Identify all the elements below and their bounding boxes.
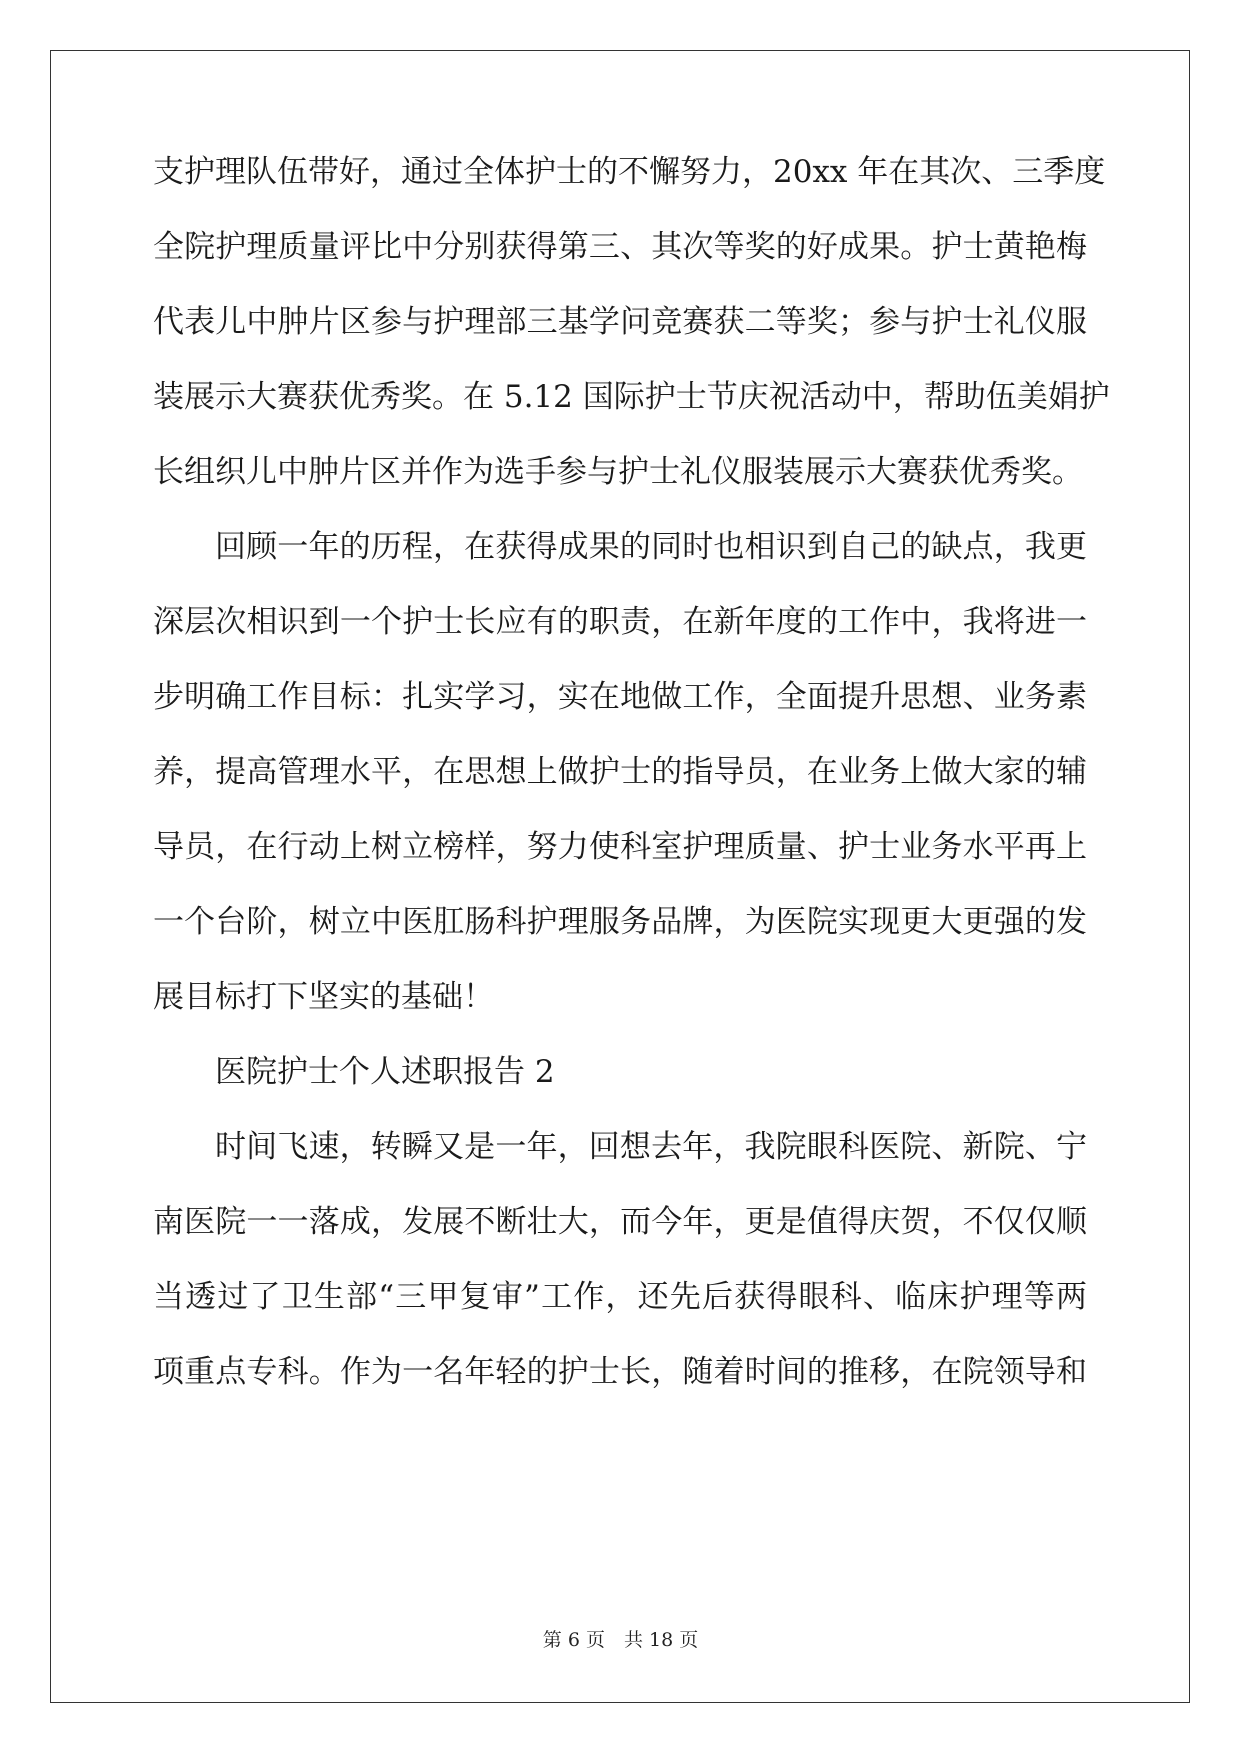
body-text-line: 支护理队伍带好，通过全体护士的不懈努力，20xx 年在其次、三季度 <box>153 154 1106 190</box>
section-heading: 医院护士个人述职报告 2 <box>215 1054 555 1090</box>
body-text-line: 长组织儿中肿片区并作为选手参与护士礼仪服装展示大赛获优秀奖。 <box>153 454 1083 490</box>
page-number-footer: 第 6 页 共 18 页 <box>542 1629 699 1651</box>
body-text-line: 当透过了卫生部“三甲复审”工作，还先后获得眼科、临床护理等两 <box>153 1279 1087 1315</box>
body-text-line: 南医院一一落成，发展不断壮大，而今年，更是值得庆贺，不仅仅顺 <box>153 1204 1087 1240</box>
body-text-line: 全院护理质量评比中分别获得第三、其次等奖的好成果。护士黄艳梅 <box>153 229 1087 265</box>
body-text-line: 项重点专科。作为一名年轻的护士长，随着时间的推移，在院领导和 <box>153 1354 1087 1390</box>
body-text-line: 导员，在行动上树立榜样，努力使科室护理质量、护士业务水平再上 <box>153 829 1087 865</box>
page-border <box>50 50 1190 1703</box>
body-text-line: 代表儿中肿片区参与护理部三基学问竞赛获二等奖；参与护士礼仪服 <box>153 304 1087 340</box>
body-text-line: 养，提高管理水平，在思想上做护士的指导员，在业务上做大家的辅 <box>153 754 1087 790</box>
paragraph-first-line: 时间飞速，转瞬又是一年，回想去年，我院眼科医院、新院、宁 <box>215 1129 1087 1165</box>
body-text-line: 装展示大赛获优秀奖。在 5.12 国际护士节庆祝活动中，帮助伍美娟护 <box>153 379 1110 415</box>
body-text-line: 深层次相识到一个护士长应有的职责，在新年度的工作中，我将进一 <box>153 604 1087 640</box>
paragraph-first-line: 回顾一年的历程，在获得成果的同时也相识到自己的缺点，我更 <box>215 529 1087 565</box>
body-text-line: 展目标打下坚实的基础！ <box>153 979 494 1015</box>
body-text-line: 步明确工作目标：扎实学习，实在地做工作，全面提升思想、业务素 <box>153 679 1087 715</box>
body-text-line: 一个台阶，树立中医肛肠科护理服务品牌，为医院实现更大更强的发 <box>153 904 1087 940</box>
